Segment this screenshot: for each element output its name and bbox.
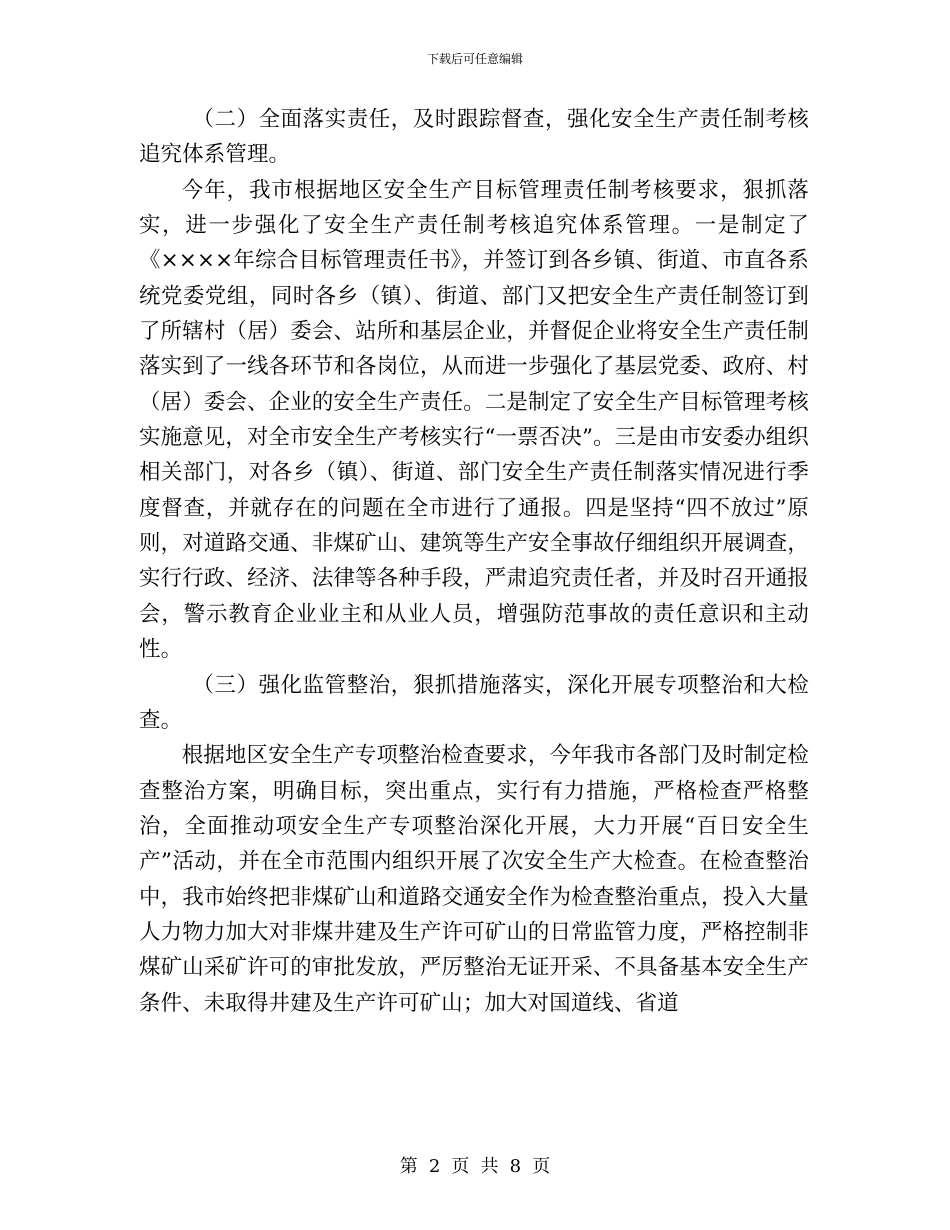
paragraph-inspection: 根据地区安全生产专项整治检查要求，今年我市各部门及时制定检查整治方案，明确目标，突出重点，实行有力措施，严格检查严格整治，全面推动项安全生产专项整治深化开展，大力开展“百日安全生产”活动，并在全市范围内组织开展了次安全生产大检查。在检查整治中，我市始终把非煤矿山和道路交通安全作为检查整治重点，投入大量人力物力加大对非煤井建及生产许可矿山的日常监管力度，严格控制非煤矿山采矿许可的审批发放，严厉整治无证开采、不具备基本安全生产条件、未取得井建及生产许可矿山；加大对国道线、省道 bbox=[139, 743, 809, 1016]
section-heading-3: （三）强化监管整治，狠抓措施落实，深化开展专项整治和大检查。 bbox=[139, 672, 809, 733]
document-body bbox=[139, 102, 809, 1021]
section-heading-2: （二）全面落实责任，及时跟踪督查，强化安全生产责任制考核追究体系管理。 bbox=[139, 107, 809, 168]
page-header: 下载后可任意编辑 bbox=[426, 52, 523, 66]
paragraph-responsibility: 今年，我市根据地区安全生产目标管理责任制考核要求，狠抓落实，进一步强化了安全生产责任制考核追究体系管理。一是制定了《××××年综合目标管理责任书》，并签订到各乡镇、街道、市直各系统党委党组，同时各乡（镇）、街道、部门又把安全生产责任制签订到了所辖村（居）委会、站所和基层企业，并督促企业将安全生产责任制落实到了一线各环节和各岗位，从而进一步强化了基层党委、政府、村（居）委会、企业的安全生产责任。二是制定了安全生产目标管理考核实施意见，对全市安全生产考核实行“一票否决”。三是由市安委办组织相关部门，对各乡（镇）、街道、部门安全生产责任制落实情况进行季度督查，并就存在的问题在全市进行了通报。四是坚持“四不放过”原则，对道路交通、非煤矿山、建筑等生产安全事故仔细组织开展调查，实行行政、经济、法律等各种手段，严肃追究责任者，并及时召开通报会，警示教育企业业主和从业人员，增强防范事故的责任意识和主动性。 bbox=[139, 177, 809, 663]
page-number: 第 2 页 共 8 页 bbox=[399, 1156, 551, 1177]
